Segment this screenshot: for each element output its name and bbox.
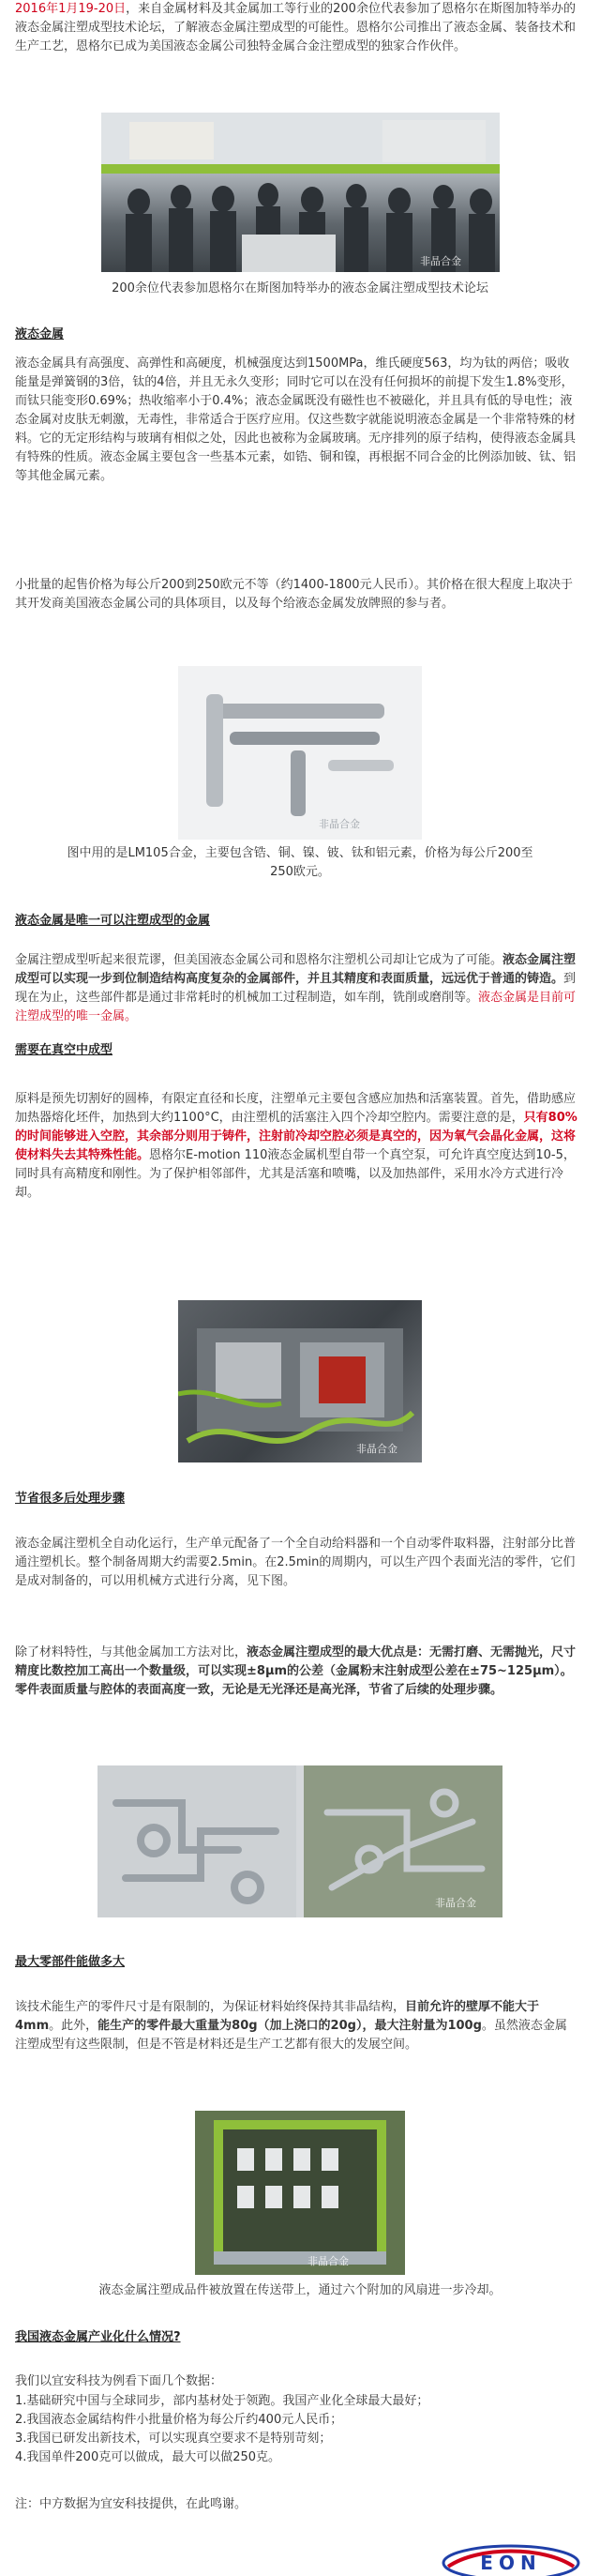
photo5-caption: 液态金属注塑成品件被放置在传送带上，通过六个附加的风扇进一步冷却。	[98, 2283, 502, 2297]
vacuum-text-1: 原料是预先切割好的圆棒，有限定直径和长度，注塑单元主要包含感应加热和活塞装置。首先，借助感应加热器熔化坯件，加热到大约1100°C，由注塑机的活塞注入四个冷却空腔内。需要注意的是，	[15, 1092, 577, 1125]
photo2-watermark: 非晶合金	[319, 818, 360, 830]
moldable-text-1: 金属注塑成型听起来很荒谬，但美国液态金属公司和恩格尔注塑机公司却让它成为了可能。	[15, 953, 503, 967]
heading-only-moldable-metal: 液态金属是唯一可以注塑成型的金属	[15, 914, 211, 928]
eon-logo-text: EON	[480, 2552, 542, 2574]
intro-date: 2016年1月19-20日	[15, 2, 127, 16]
vacuum-text-3: 恩格尔E-motion 110液态金属机型自带一个真空泵，可允许真空度达到10-5，同时具有高精度和刚性。为了保护相邻部件，尤其是活塞和喷嘴，以及加热部件，采用水冷方式进行冷却。	[15, 1148, 576, 1200]
advantage-paragraph	[15, 1644, 578, 1700]
size-text-3: 。此外，	[49, 2019, 98, 2033]
moldable-text-3: 到现在为止，这些部件都是通过非常耗时的机械加工过程制造，如车削，铣削或磨削等。	[15, 972, 577, 1005]
eon-logo	[441, 2538, 581, 2576]
price-paragraph: 小批量的起售价格为每公斤200到250欧元不等（约1400-1800元人民币）。其价格在很大程度上取决于其开发商美国液态金属公司的具体项目，以及每个给液态金属发放牌照的参与者。	[15, 578, 573, 611]
intro-paragraph	[15, 0, 578, 56]
liquid-metal-paragraph: 液态金属具有高强度、高弹性和高硬度，机械强度达到1500MPa，维氏硬度563，均为钛的两倍；吸收能量是弹簧钢的3倍，钛的4倍，并且无永久变形；同时它可以在没有任何损坏的前提下发生1.8%变形，而钛只能变形0.69%；热收缩率小于0.4%；液态金属既没有磁性也不被磁化，并且具有低的导电性；液态金属对皮肤无刺激，无毒性，非常适合于医疗应用。仅这些数字就能说明液态金属是一个非常特殊的材料。它的无定形结构与玻璃有相似之处，因此也被称为金属玻璃。无序排列的原子结构，使得液态金属具有特殊的性质。液态金属主要包含一些基本元素，如锆、铜和镍，再根据不同合金的比例添加铍、钛、铝等其他金属元素。	[15, 356, 577, 483]
advantage-text-2: 液态金属注塑成型的最大优点是：无需打磨、无需抛光，尺寸精度比数控加工高出一个数量级，可以实现±8μm的公差（金属粉末注射成型公差在±75~125μm）。零件表面质量与腔体的表面高度一致，无论是无光泽还是高光泽，节省了后续的处理步骤。	[15, 1645, 577, 1697]
size-paragraph	[15, 1998, 578, 2054]
automation-paragraph: 液态金属注塑机全自动化运行，生产单元配备了一个全自动给料器和一个自动零件取料器，注射部分比普通注塑机长。整个制备周期大约需要2.5min。在2.5min的周期内，可以生产四个表面光洁的零件，它们是成对制备的，可以用机械方式进行分离，见下图。	[15, 1537, 577, 1588]
size-text-1: 该技术能生产的零件尺寸是有限制的，为保证材料始终保持其非晶结构，	[15, 2000, 406, 2014]
conveyor-photo	[195, 2111, 405, 2275]
size-text-5: 。虽然液态金属注塑成型有这些限制，但是不管是材料还是生产工艺都有很大的发展空间。	[15, 2019, 567, 2052]
china-item-4: 4.我国单件200克可以做成，最大可以做250克。	[15, 2450, 281, 2464]
moldable-paragraph	[15, 951, 578, 1026]
china-item-2: 2.我国液态金属结构件小批量价格为每公斤约400元人民币；	[15, 2413, 343, 2427]
intro-text: ，来自金属材料及其金属加工等行业的200余位代表参加了恩格尔在斯图加特举办的液态金属注塑成型技术论坛，了解液态金属注塑成型的可能性。恩格尔公司推出了液态金属、装备技术和生产工艺，恩格尔已成为美国液态金属公司独特金属合金注塑成型的独家合作伙伴。	[15, 2, 577, 53]
china-intro: 我们以宜安科技为例看下面几个数据：	[15, 2374, 223, 2388]
advantage-text-1: 除了材料特性，与其他金属加工方法对比，	[15, 1645, 248, 1659]
photo1-caption: 200余位代表参加恩格尔在斯图加特举办的液态金属注塑成型技术论坛	[112, 281, 488, 295]
heading-vacuum: 需要在真空中成型	[15, 1043, 113, 1057]
moldable-text-4: 液态金属是目前可注塑成型的唯一金属。	[15, 991, 577, 1023]
forum-crowd-photo	[101, 113, 500, 272]
china-item-3: 3.我国已研发出新技术，可以实现真空要求不是特别苛刻；	[15, 2432, 332, 2446]
heading-china-industry: 我国液态金属产业化什么情况?	[15, 2330, 181, 2344]
vacuum-text-2: 只有80%的时间能够进入空腔，其余部分则用于铸件，注射前冷却空腔必须是真空的，因为氧气会晶化金属，这将使材料失去其特殊性能。	[15, 1111, 578, 1162]
data-note: 注：中方数据为宜安科技提供，在此鸣谢。	[15, 2497, 248, 2511]
heading-max-part-size: 最大零部件能做多大	[15, 1955, 126, 1969]
moldable-text-2: 液态金属注塑成型可以实现一步到位制造结构高度复杂的金属部件，并且其精度和表面质量，远远优于普通的铸造。	[15, 953, 577, 986]
size-text-4: 能生产的零件最大重量为80g（加上浇口的20g），最大注射量为100g	[98, 2019, 482, 2033]
china-item-1: 1.基础研究中国与全球同步，部内基材处于领跑。我国产业化全球最大最好；	[15, 2394, 429, 2408]
heading-post-processing: 节省很多后处理步骤	[15, 1492, 126, 1506]
photo2-caption-line2: 250欧元。	[270, 865, 330, 879]
photo5-watermark: 非晶合金	[308, 2255, 349, 2267]
alloy-parts-photo	[178, 666, 422, 840]
vacuum-paragraph	[15, 1090, 578, 1203]
photo1-watermark: 非晶合金	[420, 255, 461, 267]
size-text-2: 目前允许的壁厚不能大于4mm	[15, 2000, 540, 2033]
photo3-watermark: 非晶合金	[356, 1443, 398, 1455]
heading-liquid-metal: 液态金属	[15, 327, 65, 341]
injection-machine-photo	[178, 1300, 422, 1462]
photo4-watermark: 非晶合金	[435, 1897, 476, 1909]
photo2-caption-line1: 图中用的是LM105合金，主要包含锆、铜、镍、铍、钛和铝元素，价格为每公斤200至	[67, 846, 533, 860]
molded-parts-photo	[98, 1765, 502, 1917]
